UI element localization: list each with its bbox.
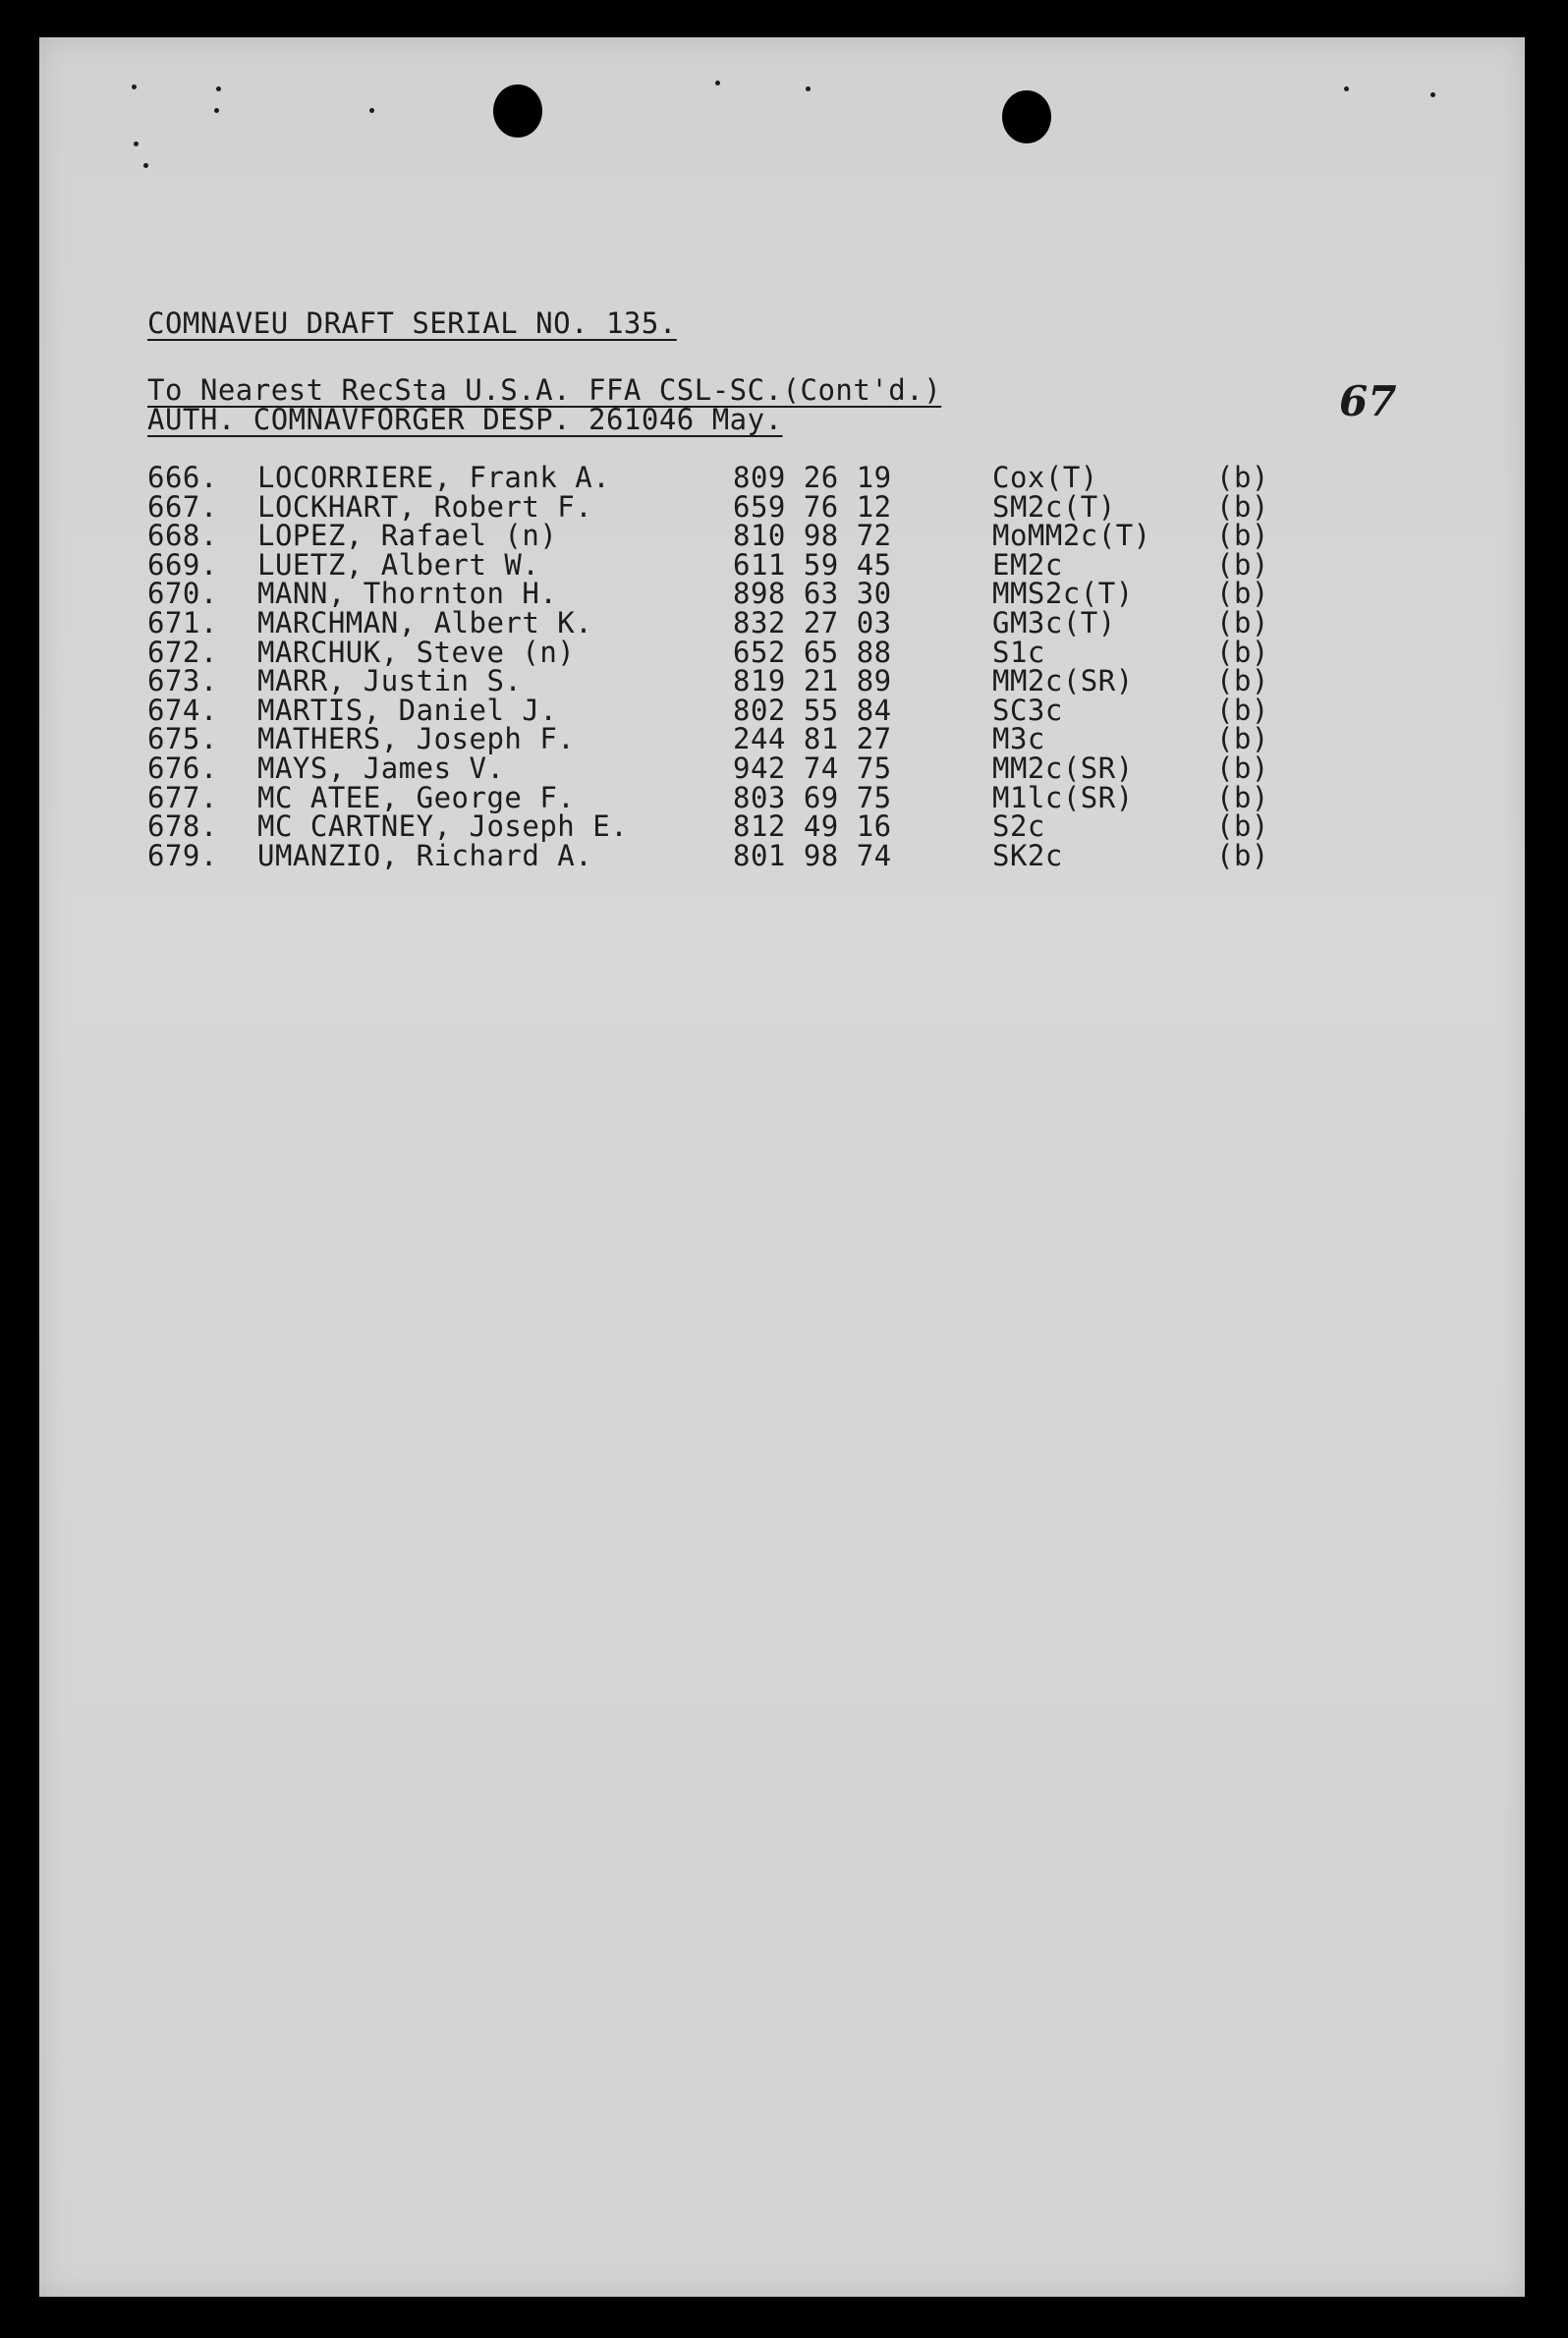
sailor-name: MARTIS, Daniel J. — [257, 693, 558, 727]
code: (b) — [1216, 519, 1269, 553]
sailor-name: LOCKHART, Robert F. — [257, 489, 593, 524]
code: (b) — [1216, 838, 1269, 872]
rate: GM3c(T) — [992, 605, 1116, 640]
service-number: 809 26 19 — [733, 461, 892, 494]
service-number: 652 65 88 — [733, 635, 892, 669]
roster-row — [147, 693, 1326, 727]
roster-row — [147, 809, 1326, 844]
sailor-name: MANN, Thornton H. — [257, 577, 558, 611]
ink-speck — [369, 108, 374, 113]
roster-list — [147, 461, 1326, 872]
entry-number: 669. — [147, 547, 218, 582]
rate: EM2c — [992, 547, 1063, 582]
rate: Cox(T) — [992, 461, 1098, 494]
ink-speck — [216, 86, 221, 91]
punch-hole-right — [1002, 90, 1051, 143]
service-number: 801 98 74 — [733, 838, 892, 872]
code: (b) — [1216, 461, 1269, 494]
code: (b) — [1216, 722, 1269, 756]
service-number: 611 59 45 — [733, 547, 892, 582]
roster-row — [147, 664, 1326, 698]
roster-row — [147, 635, 1326, 669]
entry-number: 671. — [147, 605, 218, 640]
roster-row — [147, 577, 1326, 611]
entry-number: 666. — [147, 461, 218, 494]
code: (b) — [1216, 489, 1269, 524]
entry-number: 668. — [147, 519, 218, 553]
entry-number: 673. — [147, 664, 218, 698]
punch-hole-left — [493, 84, 542, 138]
rate: M1lc(SR) — [992, 780, 1134, 814]
code: (b) — [1216, 577, 1269, 611]
ink-speck — [134, 141, 139, 146]
entry-number: 675. — [147, 722, 218, 756]
service-number: 898 63 30 — [733, 577, 892, 611]
code: (b) — [1216, 664, 1269, 698]
service-number: 942 74 75 — [733, 751, 892, 785]
roster-row — [147, 489, 1326, 524]
roster-row — [147, 547, 1326, 582]
sailor-name: UMANZIO, Richard A. — [257, 838, 593, 872]
page-number: 67 — [1339, 377, 1397, 425]
ink-speck — [715, 81, 720, 85]
rate: MoMM2c(T) — [992, 519, 1151, 553]
rate: S1c — [992, 635, 1045, 669]
entry-number: 679. — [147, 838, 218, 872]
rate: MMS2c(T) — [992, 577, 1134, 611]
roster-row — [147, 780, 1326, 814]
rate: SC3c — [992, 693, 1063, 727]
code: (b) — [1216, 605, 1269, 640]
code: (b) — [1216, 635, 1269, 669]
roster-row — [147, 605, 1326, 640]
ink-speck — [1430, 92, 1435, 97]
sailor-name: MARCHUK, Steve (n) — [257, 635, 576, 669]
service-number: 803 69 75 — [733, 780, 892, 814]
rate: S2c — [992, 809, 1045, 844]
roster-row — [147, 838, 1326, 872]
entry-number: 676. — [147, 751, 218, 785]
service-number: 659 76 12 — [733, 489, 892, 524]
sailor-name: MC CARTNEY, Joseph E. — [257, 809, 629, 844]
authority-line: AUTH. COMNAVFORGER DESP. 261046 May. — [147, 403, 783, 436]
service-number: 812 49 16 — [733, 809, 892, 844]
roster-row — [147, 751, 1326, 785]
sailor-name: MARCHMAN, Albert K. — [257, 605, 593, 640]
code: (b) — [1216, 809, 1269, 844]
sailor-name: LOCORRIERE, Frank A. — [257, 461, 611, 494]
ink-speck — [1344, 86, 1349, 91]
rate: MM2c(SR) — [992, 751, 1134, 785]
code: (b) — [1216, 751, 1269, 785]
roster-row — [147, 519, 1326, 553]
service-number: 819 21 89 — [733, 664, 892, 698]
sailor-name: LOPEZ, Rafael (n) — [257, 519, 558, 553]
entry-number: 674. — [147, 693, 218, 727]
draft-serial-heading: COMNAVEU DRAFT SERIAL NO. 135. — [147, 306, 677, 340]
code: (b) — [1216, 780, 1269, 814]
sailor-name: MC ATEE, George F. — [257, 780, 576, 814]
entry-number: 670. — [147, 577, 218, 611]
rate: MM2c(SR) — [992, 664, 1134, 698]
roster-row — [147, 722, 1326, 756]
service-number: 832 27 03 — [733, 605, 892, 640]
sailor-name: MAYS, James V. — [257, 751, 505, 785]
rate: SK2c — [992, 838, 1063, 872]
ink-speck — [806, 86, 811, 91]
roster-row — [147, 461, 1326, 494]
ink-speck — [214, 108, 219, 113]
service-number: 802 55 84 — [733, 693, 892, 727]
sailor-name: LUETZ, Albert W. — [257, 547, 540, 582]
ink-speck — [143, 163, 148, 168]
service-number: 810 98 72 — [733, 519, 892, 553]
entry-number: 677. — [147, 780, 218, 814]
entry-number: 667. — [147, 489, 218, 524]
code: (b) — [1216, 547, 1269, 582]
sailor-name: MARR, Justin S. — [257, 664, 523, 698]
sailor-name: MATHERS, Joseph F. — [257, 722, 576, 756]
destination-line: To Nearest RecSta U.S.A. FFA CSL-SC.(Cont'd.) — [147, 373, 942, 407]
rate: M3c — [992, 722, 1045, 756]
code: (b) — [1216, 693, 1269, 727]
service-number: 244 81 27 — [733, 722, 892, 756]
entry-number: 672. — [147, 635, 218, 669]
ink-speck — [132, 84, 137, 89]
entry-number: 678. — [147, 809, 218, 844]
rate: SM2c(T) — [992, 489, 1116, 524]
